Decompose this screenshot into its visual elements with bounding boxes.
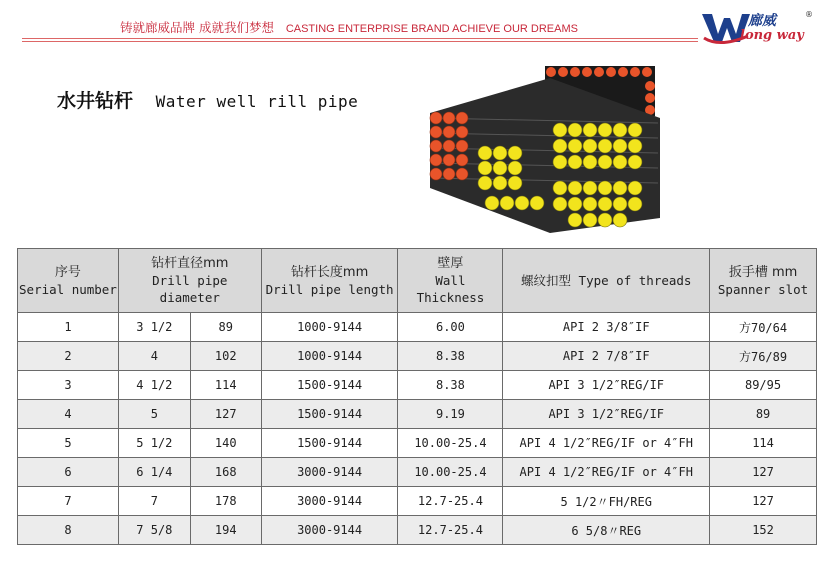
header-wall-cn: 壁厚: [437, 256, 464, 271]
cell-spanner: 114: [710, 429, 817, 458]
slogan-cn: 铸就廊威品牌 成就我们梦想: [120, 20, 274, 35]
page-title: [57, 86, 358, 113]
cell-diameter-mm: 168: [190, 458, 261, 487]
cell-threads: API 4 1/2″REG/IF or 4″FH: [503, 458, 710, 487]
cell-wall: 12.7-25.4: [398, 487, 503, 516]
cell-diameter-in: 5 1/2: [118, 429, 190, 458]
cell-spanner: 89: [710, 400, 817, 429]
cell-spanner: 127: [710, 487, 817, 516]
table-row: [18, 516, 817, 545]
header-diameter-cn: 钻杆直径mm: [151, 256, 229, 271]
cell-threads: API 4 1/2″REG/IF or 4″FH: [503, 429, 710, 458]
table-row: [18, 342, 817, 371]
cell-diameter-mm: 102: [190, 342, 261, 371]
logo-en-text: long way: [740, 28, 804, 43]
header-spanner-en: Spanner slot: [717, 281, 809, 297]
cell-diameter-in: 6 1/4: [118, 458, 190, 487]
header-length-en: Drill pipe length: [265, 281, 394, 297]
cell-diameter-mm: 140: [190, 429, 261, 458]
header-threads: [503, 249, 710, 313]
slogan-en: CASTING ENTERPRISE BRAND ACHIEVE OUR DREAMS: [285, 23, 578, 35]
cell-threads: API 2 7/8″IF: [503, 342, 710, 371]
cell-spanner: 127: [710, 458, 817, 487]
table-row: [18, 458, 817, 487]
header-length-cn: 钻杆长度mm: [290, 264, 369, 280]
orange-caps-left: [430, 112, 468, 180]
cell-diameter-mm: 89: [190, 313, 261, 342]
header-spanner-cn: 扳手槽 mm: [728, 264, 798, 280]
logo-cn-text: 廊威: [748, 13, 776, 29]
header-threads-text: 螺纹扣型 Type of threads: [521, 273, 692, 288]
cell-wall: 8.38: [398, 371, 503, 400]
cell-spanner: 89/95: [710, 371, 817, 400]
cell-diameter-in: 3 1/2: [118, 313, 190, 342]
cell-spanner: 方76/89: [710, 342, 817, 371]
page-header: [0, 0, 837, 50]
registered-mark: ®: [805, 10, 813, 19]
drill-pipe-photo: [420, 58, 670, 233]
cell-threads: API 2 3/8″IF: [503, 313, 710, 342]
cell-wall: 8.38: [398, 342, 503, 371]
table-row: [18, 400, 817, 429]
cell-serial: 3: [18, 371, 119, 400]
cell-serial: 2: [18, 342, 119, 371]
cell-length: 1500-9144: [261, 429, 398, 458]
cell-diameter-in: 5: [118, 400, 190, 429]
cell-serial: 7: [18, 487, 119, 516]
cell-wall: 6.00: [398, 313, 503, 342]
cell-serial: 5: [18, 429, 119, 458]
cell-length: 1000-9144: [261, 342, 398, 371]
cell-spanner: 152: [710, 516, 817, 545]
cell-diameter-mm: 127: [190, 400, 261, 429]
header-rule: [22, 41, 698, 42]
cell-spanner: 方70/64: [710, 313, 817, 342]
header-spanner: [710, 249, 817, 313]
cell-serial: 4: [18, 400, 119, 429]
cell-length: 3000-9144: [261, 516, 398, 545]
cell-wall: 9.19: [398, 400, 503, 429]
cell-length: 3000-9144: [261, 458, 398, 487]
table-row: [18, 487, 817, 516]
cell-length: 1000-9144: [261, 313, 398, 342]
cell-threads: API 3 1/2″REG/IF: [503, 371, 710, 400]
cell-diameter-in: 7 5/8: [118, 516, 190, 545]
cell-diameter-mm: 178: [190, 487, 261, 516]
cell-threads: API 3 1/2″REG/IF: [503, 400, 710, 429]
header-diameter: [118, 249, 261, 313]
header-wall-en: Wall Thickness: [416, 273, 485, 305]
cell-serial: 6: [18, 458, 119, 487]
cell-diameter-mm: 194: [190, 516, 261, 545]
header-serial: [18, 249, 119, 313]
cell-threads: 6 5/8〃REG: [503, 516, 710, 545]
cell-diameter-in: 4 1/2: [118, 371, 190, 400]
cell-serial: 8: [18, 516, 119, 545]
cell-diameter-mm: 114: [190, 371, 261, 400]
cell-length: 3000-9144: [261, 487, 398, 516]
drill-pipe-spec-table: [17, 248, 817, 545]
table-header-row: [18, 249, 817, 313]
header-serial-cn: 序号: [54, 264, 81, 280]
cell-serial: 1: [18, 313, 119, 342]
cell-wall: 10.00-25.4: [398, 458, 503, 487]
header-serial-en: Serial number: [19, 281, 117, 297]
header-wall: [398, 249, 503, 313]
cell-wall: 10.00-25.4: [398, 429, 503, 458]
cell-diameter-in: 7: [118, 487, 190, 516]
header-length: [261, 249, 398, 313]
table-row: [18, 429, 817, 458]
title-en: Water well rill pipe: [155, 92, 359, 111]
cell-diameter-in: 4: [118, 342, 190, 371]
cell-length: 1500-9144: [261, 371, 398, 400]
cell-wall: 12.7-25.4: [398, 516, 503, 545]
table-row: [18, 313, 817, 342]
cell-threads: 5 1/2〃FH/REG: [503, 487, 710, 516]
table-row: [18, 371, 817, 400]
cell-length: 1500-9144: [261, 400, 398, 429]
header-rule: [22, 38, 698, 39]
title-cn: 水井钻杆: [57, 90, 134, 112]
slogan: [120, 18, 578, 36]
header-diameter-en: Drill pipe diameter: [152, 273, 228, 305]
